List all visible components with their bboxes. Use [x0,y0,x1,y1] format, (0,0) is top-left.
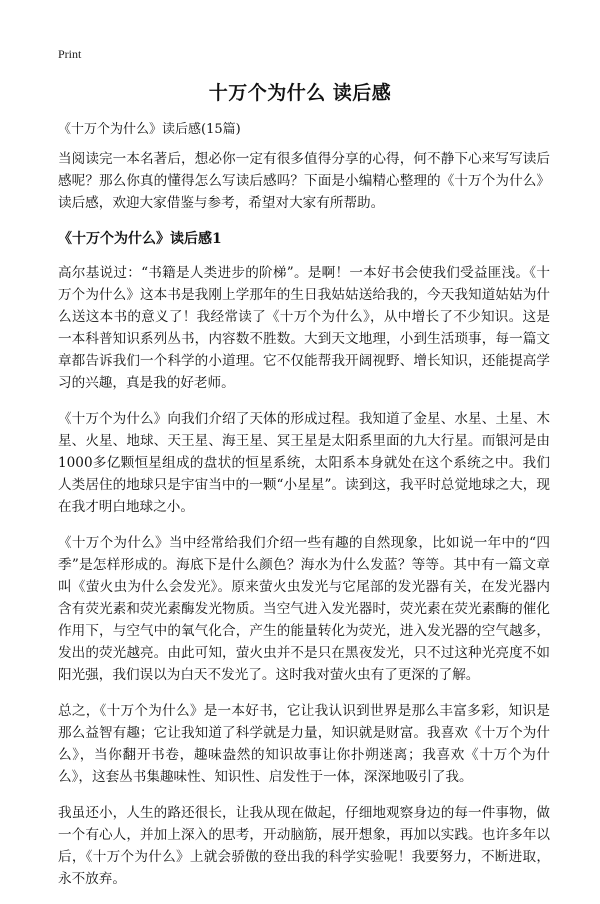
article-body [58,148,550,904]
paragraph-5: 我虽还小，人生的路还很长，让我从现在做起，仔细地观察身边的每一件事物，做一个有心人，并加上深入的思考，开动脑筋，展开想象，再加以实践。也许多年以后，《十万个为什么》上就会骄傲的登出我的科学实验呢！我要努力，不断进取，永不放弃。 [58,805,550,887]
intro-paragraph: 当阅读完一本名著后，想必你一定有很多值得分享的心得，何不静下心来写写读后感呢？那么你真的懂得怎么写读后感吗？下面是小编精心整理的《十万个为什么》读后感，欢迎大家借鉴与参考，希望对大家有所帮助。 [58,151,550,211]
paragraph-1: 高尔基说过：“书籍是人类进步的阶梯”。是啊！一本好书会使我们受益匪浅。《十万个为什么》这本书是我刚上学那年的生日我姑姑送给我的，今天我知道姑姑为什么送这本书的意义了！我经常读了《十万个为什么》，从中增长了不少知识。这是一本科普知识系列丛书，内容数不胜数。大到天文地理，小到生活琐事，每一篇文章都告诉我们一个科学的小道理。它不仅能帮我开阔视野、增长知识，还能提高学习的兴趣，真是我的好老师。 [58,265,550,391]
section-heading: 《十万个为什么》读后感1 [58,231,222,247]
page-subtitle: 《十万个为什么》读后感(15篇) [58,122,241,137]
paragraph-4: 总之，《十万个为什么》是一本好书，它让我认识到世界是那么丰富多彩，知识是那么益智有趣；它让我知道了科学就是力量，知识就是财富。我喜欢《十万个为什么》，当你翻开书卷，趣味盎然的知识故事让你扑朔迷离；我喜欢《十万个为什么》，这套丛书集趣味性、知识性、启发性于一体，深深地吸引了我。 [58,703,550,785]
paragraph-3: 《十万个为什么》当中经常给我们介绍一些有趣的自然现象，比如说一年中的“四季”是怎样形成的。海底下是什么颜色？海水为什么发蓝？等等。其中有一篇文章叫《萤火虫为什么会发光》。原来萤火虫发光与它尾部的发光器有关，在发光器内含有荧光素和荧光素酶发光物质。当空气进入发光器时，荧光素在荧光素酶的催化作用下，与空气中的氧气化合，产生的能量转化为荧光，进入发光器的空气越多，发出的荧光越亮。由此可知，萤火虫并不是只在黑夜发光，只不过这种光亮度不如阳光强，我们误以为白天不发光了。这时我对萤火虫有了更深的了解。 [58,535,550,683]
print-link[interactable]: Print [58,47,82,61]
page-title: 十万个为什么 读后感 [208,82,392,104]
paragraph-2: 《十万个为什么》向我们介绍了天体的形成过程。我知道了金星、水星、土星、木星、火星、地球、天王星、海王星、冥王星是太阳系里面的九大行星。而银河是由1000多亿颗恒星组成的盘状的恒星系统，太阳系本身就处在这个系统之中。我们人类居住的地球只是宇宙当中的一颗“小星星”。读到这，我平时总觉地球之大，现在我才明白地球之小。 [58,411,550,515]
